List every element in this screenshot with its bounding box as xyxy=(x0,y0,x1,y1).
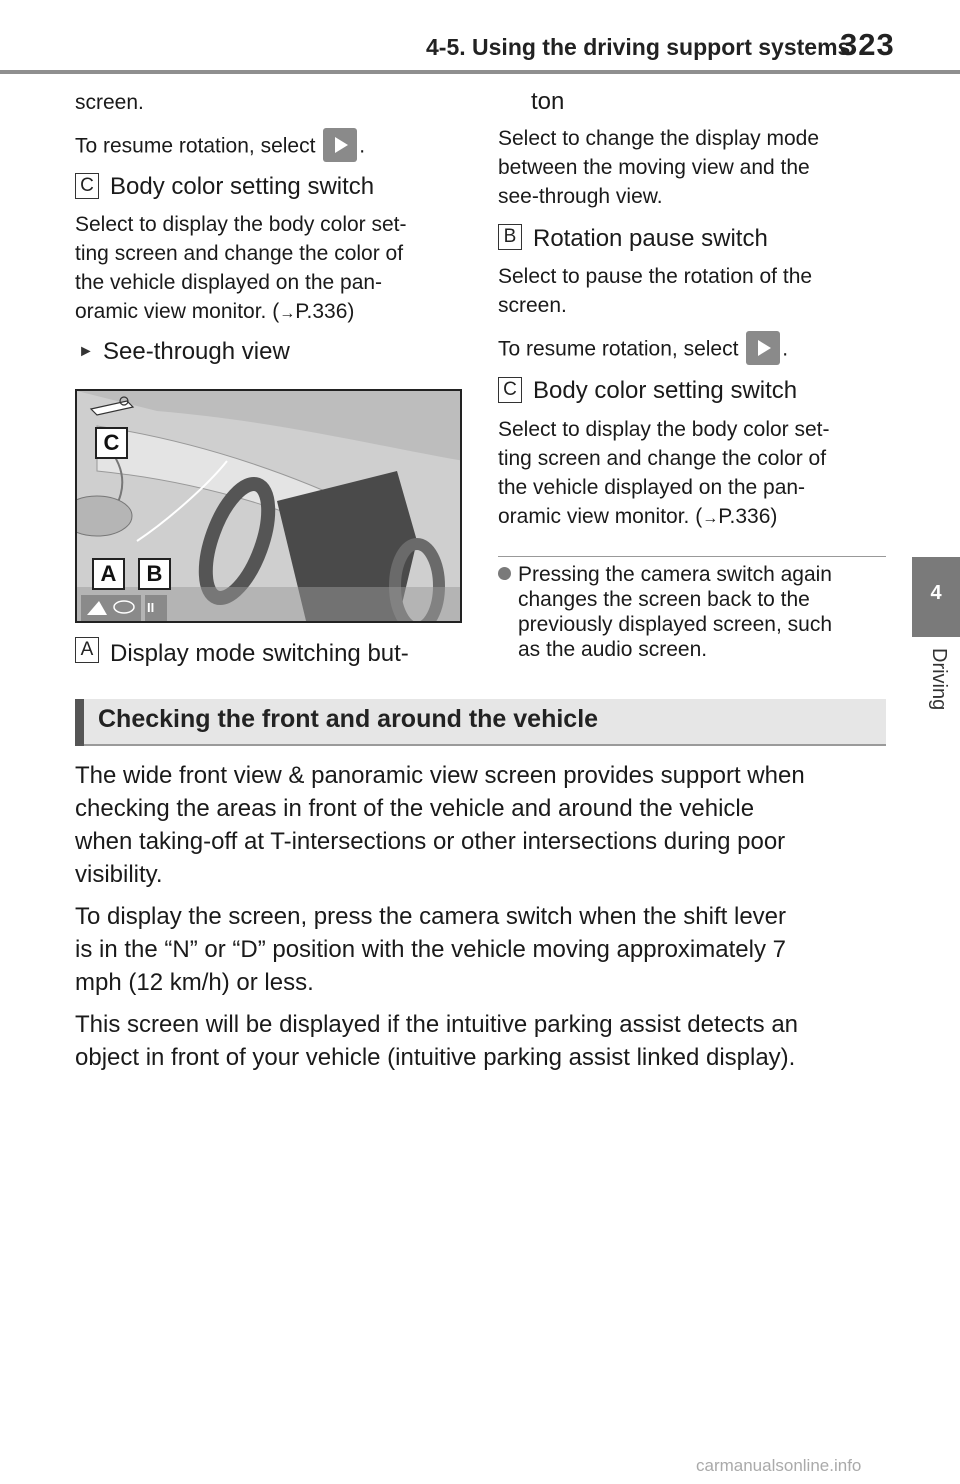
right-a-line3: see-through view. xyxy=(498,185,663,208)
note-bullet-icon xyxy=(498,567,511,580)
resume-rotation-icon xyxy=(746,331,780,365)
right-c-line4-before: oramic view monitor. ( xyxy=(498,505,703,528)
right-ton-text: ton xyxy=(531,88,565,115)
resume-rotation-icon xyxy=(323,128,357,162)
left-resume-after: . xyxy=(359,134,366,158)
figure-label-c: C xyxy=(95,427,128,459)
left-c-line3: the vehicle displayed on the pan- xyxy=(75,271,383,294)
right-c-letter-box: C xyxy=(498,377,522,403)
chapter-number: 4 xyxy=(930,582,942,604)
left-c-line1: Select to display the body color set- xyxy=(75,213,407,236)
right-b-line2: screen. xyxy=(498,294,567,317)
note-line2: changes the screen back to the xyxy=(518,588,810,611)
page-ref-arrow-icon: → xyxy=(279,305,296,322)
right-c-heading: Body color setting switch xyxy=(533,377,798,404)
page-header xyxy=(0,0,960,72)
right-c-line4-after: P.336) xyxy=(718,505,778,528)
see-through-view-drawing xyxy=(77,391,462,623)
left-resume-text xyxy=(75,130,365,164)
left-screen-text: screen. xyxy=(75,91,144,114)
left-c-line2: ting screen and change the color of xyxy=(75,242,404,265)
section-title: Checking the front and around the vehicle xyxy=(98,705,599,733)
left-c-line4-before: oramic view monitor. ( xyxy=(75,300,280,323)
section-p1-line2: checking the areas in front of the vehicle and around the vehicle xyxy=(75,795,755,822)
figure-label-a: A xyxy=(92,558,125,590)
section-p1-line1: The wide front view & panoramic view screen provides support when xyxy=(75,762,805,789)
section-p2-line3: mph (12 km/h) or less. xyxy=(75,969,314,996)
section-p2-line2: is in the “N” or “D” position with the vehicle moving approximately 7 xyxy=(75,936,786,963)
see-through-view-illustration xyxy=(75,389,462,623)
see-through-heading: See-through view xyxy=(103,338,290,365)
right-c-line3: the vehicle displayed on the pan- xyxy=(498,476,806,499)
chapter-label: Driving xyxy=(928,648,950,711)
header-rule xyxy=(0,70,960,74)
left-c-line4-after: P.336) xyxy=(295,300,355,323)
right-c-line1: Select to display the body color set- xyxy=(498,418,830,441)
see-through-arrow-icon: ► xyxy=(78,343,94,360)
right-a-line1: Select to change the display mode xyxy=(498,127,820,150)
left-resume-before: To resume rotation, select xyxy=(75,134,322,158)
left-a-heading: Display mode switching but- xyxy=(110,640,409,667)
right-resume-text xyxy=(498,333,788,367)
page-ref-arrow-icon: → xyxy=(702,510,719,527)
section-p3-line1: This screen will be displayed if the intuitive parking assist detects an xyxy=(75,1011,799,1038)
section-heading-accent xyxy=(75,699,84,746)
section-p2-line1: To display the screen, press the camera switch when the shift lever xyxy=(75,903,786,930)
note-divider xyxy=(498,556,886,557)
right-c-line2: ting screen and change the color of xyxy=(498,447,827,470)
note-line1: Pressing the camera switch again xyxy=(518,563,832,586)
left-a-letter-box: A xyxy=(75,637,99,663)
page-number: 323 xyxy=(840,27,895,62)
note-line4: as the audio screen. xyxy=(518,638,708,661)
header-title: 4-5. Using the driving support systems xyxy=(426,34,851,60)
right-resume-before: To resume rotation, select xyxy=(498,337,745,361)
section-p1-line3: when taking-off at T-intersections or other intersections during poor xyxy=(75,828,786,855)
right-b-heading: Rotation pause switch xyxy=(533,225,768,252)
right-b-line1: Select to pause the rotation of the xyxy=(498,265,813,288)
pause-icon: II xyxy=(147,600,155,615)
left-c-heading: Body color setting switch xyxy=(110,173,375,200)
right-b-letter-box: B xyxy=(498,224,522,250)
right-c-line4 xyxy=(498,502,777,533)
left-c-line4 xyxy=(75,297,354,328)
note-line3: previously displayed screen, such xyxy=(518,613,832,636)
left-c-letter-box: C xyxy=(75,173,99,199)
section-p1-line4: visibility. xyxy=(75,861,163,888)
figure-label-b: B xyxy=(138,558,171,590)
right-a-line2: between the moving view and the xyxy=(498,156,810,179)
right-resume-after: . xyxy=(782,337,789,361)
section-p3-line2: object in front of your vehicle (intuitive parking assist linked display). xyxy=(75,1044,796,1071)
watermark-text: carmanualsonline.info xyxy=(696,1456,862,1475)
